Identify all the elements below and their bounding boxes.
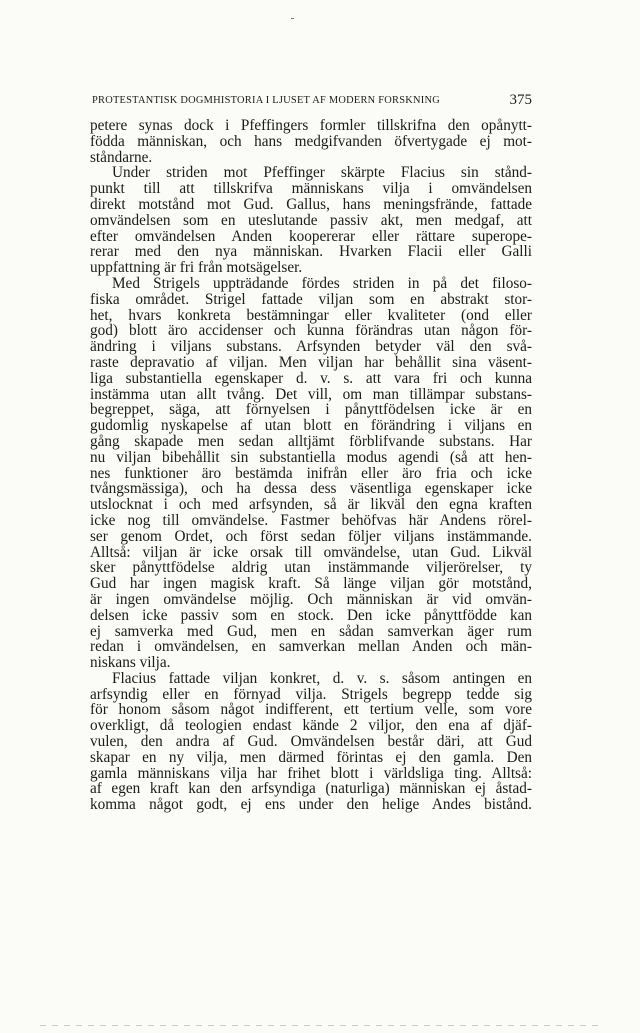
text-line: komma något godt, ej ens under den helige Andes bistånd. — [90, 796, 532, 814]
text-line: rerar med den nya människan. Hvarken Flacii eller Galli — [90, 243, 532, 261]
scan-mark — [291, 18, 294, 19]
text-line: arfsyndig eller en förnyad vilja. Strigels begrepp tedde sig — [90, 685, 532, 703]
text-line: nes funktioner äro bestämda inifrån eller äro fria och icke — [90, 464, 532, 482]
scan-edge — [40, 1025, 600, 1026]
text-line: nu viljan bibehållit sin substantiella modus agendi (så att hen- — [90, 448, 532, 466]
text-line: för honom såsom något indifferent, ett tertium velle, som vore — [90, 701, 532, 719]
text-line: sker pånyttfödelse aldrig utan instämmande viljerörelser, ty — [90, 559, 532, 577]
text-line: liga substantiella egenskaper d. v. s. att vara fri och kunna — [90, 369, 532, 387]
text-line: overkligt, då teologien endast kände 2 viljor, den ena af djäf- — [90, 717, 532, 735]
text-line: fiska området. Strigel fattade viljan som en abstrakt stor- — [90, 290, 532, 308]
body-text — [90, 118, 532, 813]
text-line: utslocknat i och med arfsynden, så är likväl den egna kraften — [90, 496, 532, 514]
text-line: raste depravatio af viljan. Men viljan har behållit sina väsent- — [90, 353, 532, 371]
page-header — [92, 92, 532, 110]
text-line: direkt motstånd mot Gud. Gallus, hans meningsfrände, fattade — [90, 195, 532, 213]
text-line: Alltså: viljan är icke orsak till omvändelse, utan Gud. Likväl — [90, 543, 532, 561]
text-line: är ingen omvändelse möjlig. Och människan är vid omvän- — [90, 590, 532, 608]
text-line: instämma utan allt tvång. Det vill, om man tillämpar substans- — [90, 385, 532, 403]
text-line: redan i omvändelsen, en samverkan mellan Anden och män- — [90, 638, 532, 656]
text-line: niskans vilja. — [90, 654, 171, 672]
text-line: god) blott äro accidenser och kunna förändras utan någon för- — [90, 322, 532, 340]
text-line: het, hvars konkreta bestämningar eller kvaliteter (ond eller — [90, 306, 532, 324]
text-line: begreppet, säga, att förnyelsen i pånyttfödelsen icke är en — [90, 401, 532, 419]
page-number: 375 — [509, 92, 532, 108]
text-line: Med Strigels uppträdande fördes striden in på det filoso- — [112, 274, 532, 292]
text-line: icke nog till omvändelse. Fastmer behöfvas här Andens rörel- — [90, 511, 532, 529]
text-line: Flacius fattade viljan konkret, d. v. s. såsom antingen en — [112, 669, 532, 687]
text-line: efter omvändelsen Anden koopererar eller rättare superope- — [90, 227, 532, 245]
text-line: gamla människans vilja har frihet blott i världsliga ting. Alltså: — [90, 764, 532, 782]
text-line: uppfattning är fri från motsägelser. — [90, 259, 303, 277]
text-line: gång skapade men sedan alltjämt förblifvande substans. Har — [90, 432, 532, 450]
text-line: gudomlig nyskapelse af utan blott en förändring i viljans en — [90, 417, 532, 435]
text-line: petere synas dock i Pfeffingers formler tillskrifna den opånytt- — [90, 117, 532, 134]
text-line: punkt till att tillskrifva människans vilja i omvändelsen — [90, 180, 532, 198]
running-head: PROTESTANTISK DOGMHISTORIA I LJUSET AF MODERN FORSKNING — [92, 95, 440, 106]
text-line: Under striden mot Pfeffinger skärpte Flacius sin stånd- — [112, 164, 532, 182]
text-line: delsen icke passiv som en stock. Den icke pånyttfödde kan — [90, 606, 532, 624]
text-line: ej samverka med Gud, men en sådan samverkan äger rum — [90, 622, 532, 640]
text-line: omvändelsen som en uteslutande passiv akt, men medgaf, att — [90, 211, 532, 229]
text-line: vulen, den andra af Gud. Omvändelsen består däri, att Gud — [90, 733, 532, 751]
text-line: tvångsmässiga), och ha dessa dess väsentliga egenskaper icke — [90, 480, 532, 498]
text-line: ser genom Ordet, och först sedan följer viljans instämmande. — [90, 527, 532, 545]
text-line: ståndarne. — [90, 148, 153, 166]
text-line: Gud har ingen magisk kraft. Så länge viljan gör motstånd, — [90, 575, 532, 593]
text-line: ändring i viljans substans. Arfsynden betyder väl den svå- — [90, 338, 532, 356]
text-line: födda människan, och hans medgifvanden öfvertygade ej mot- — [90, 132, 532, 150]
text-line: skapar en ny vilja, men därmed förintas ej den gamla. Den — [90, 748, 532, 766]
text-line: af egen kraft kan den arfsyndiga (naturliga) människan ej åstad- — [90, 780, 532, 798]
